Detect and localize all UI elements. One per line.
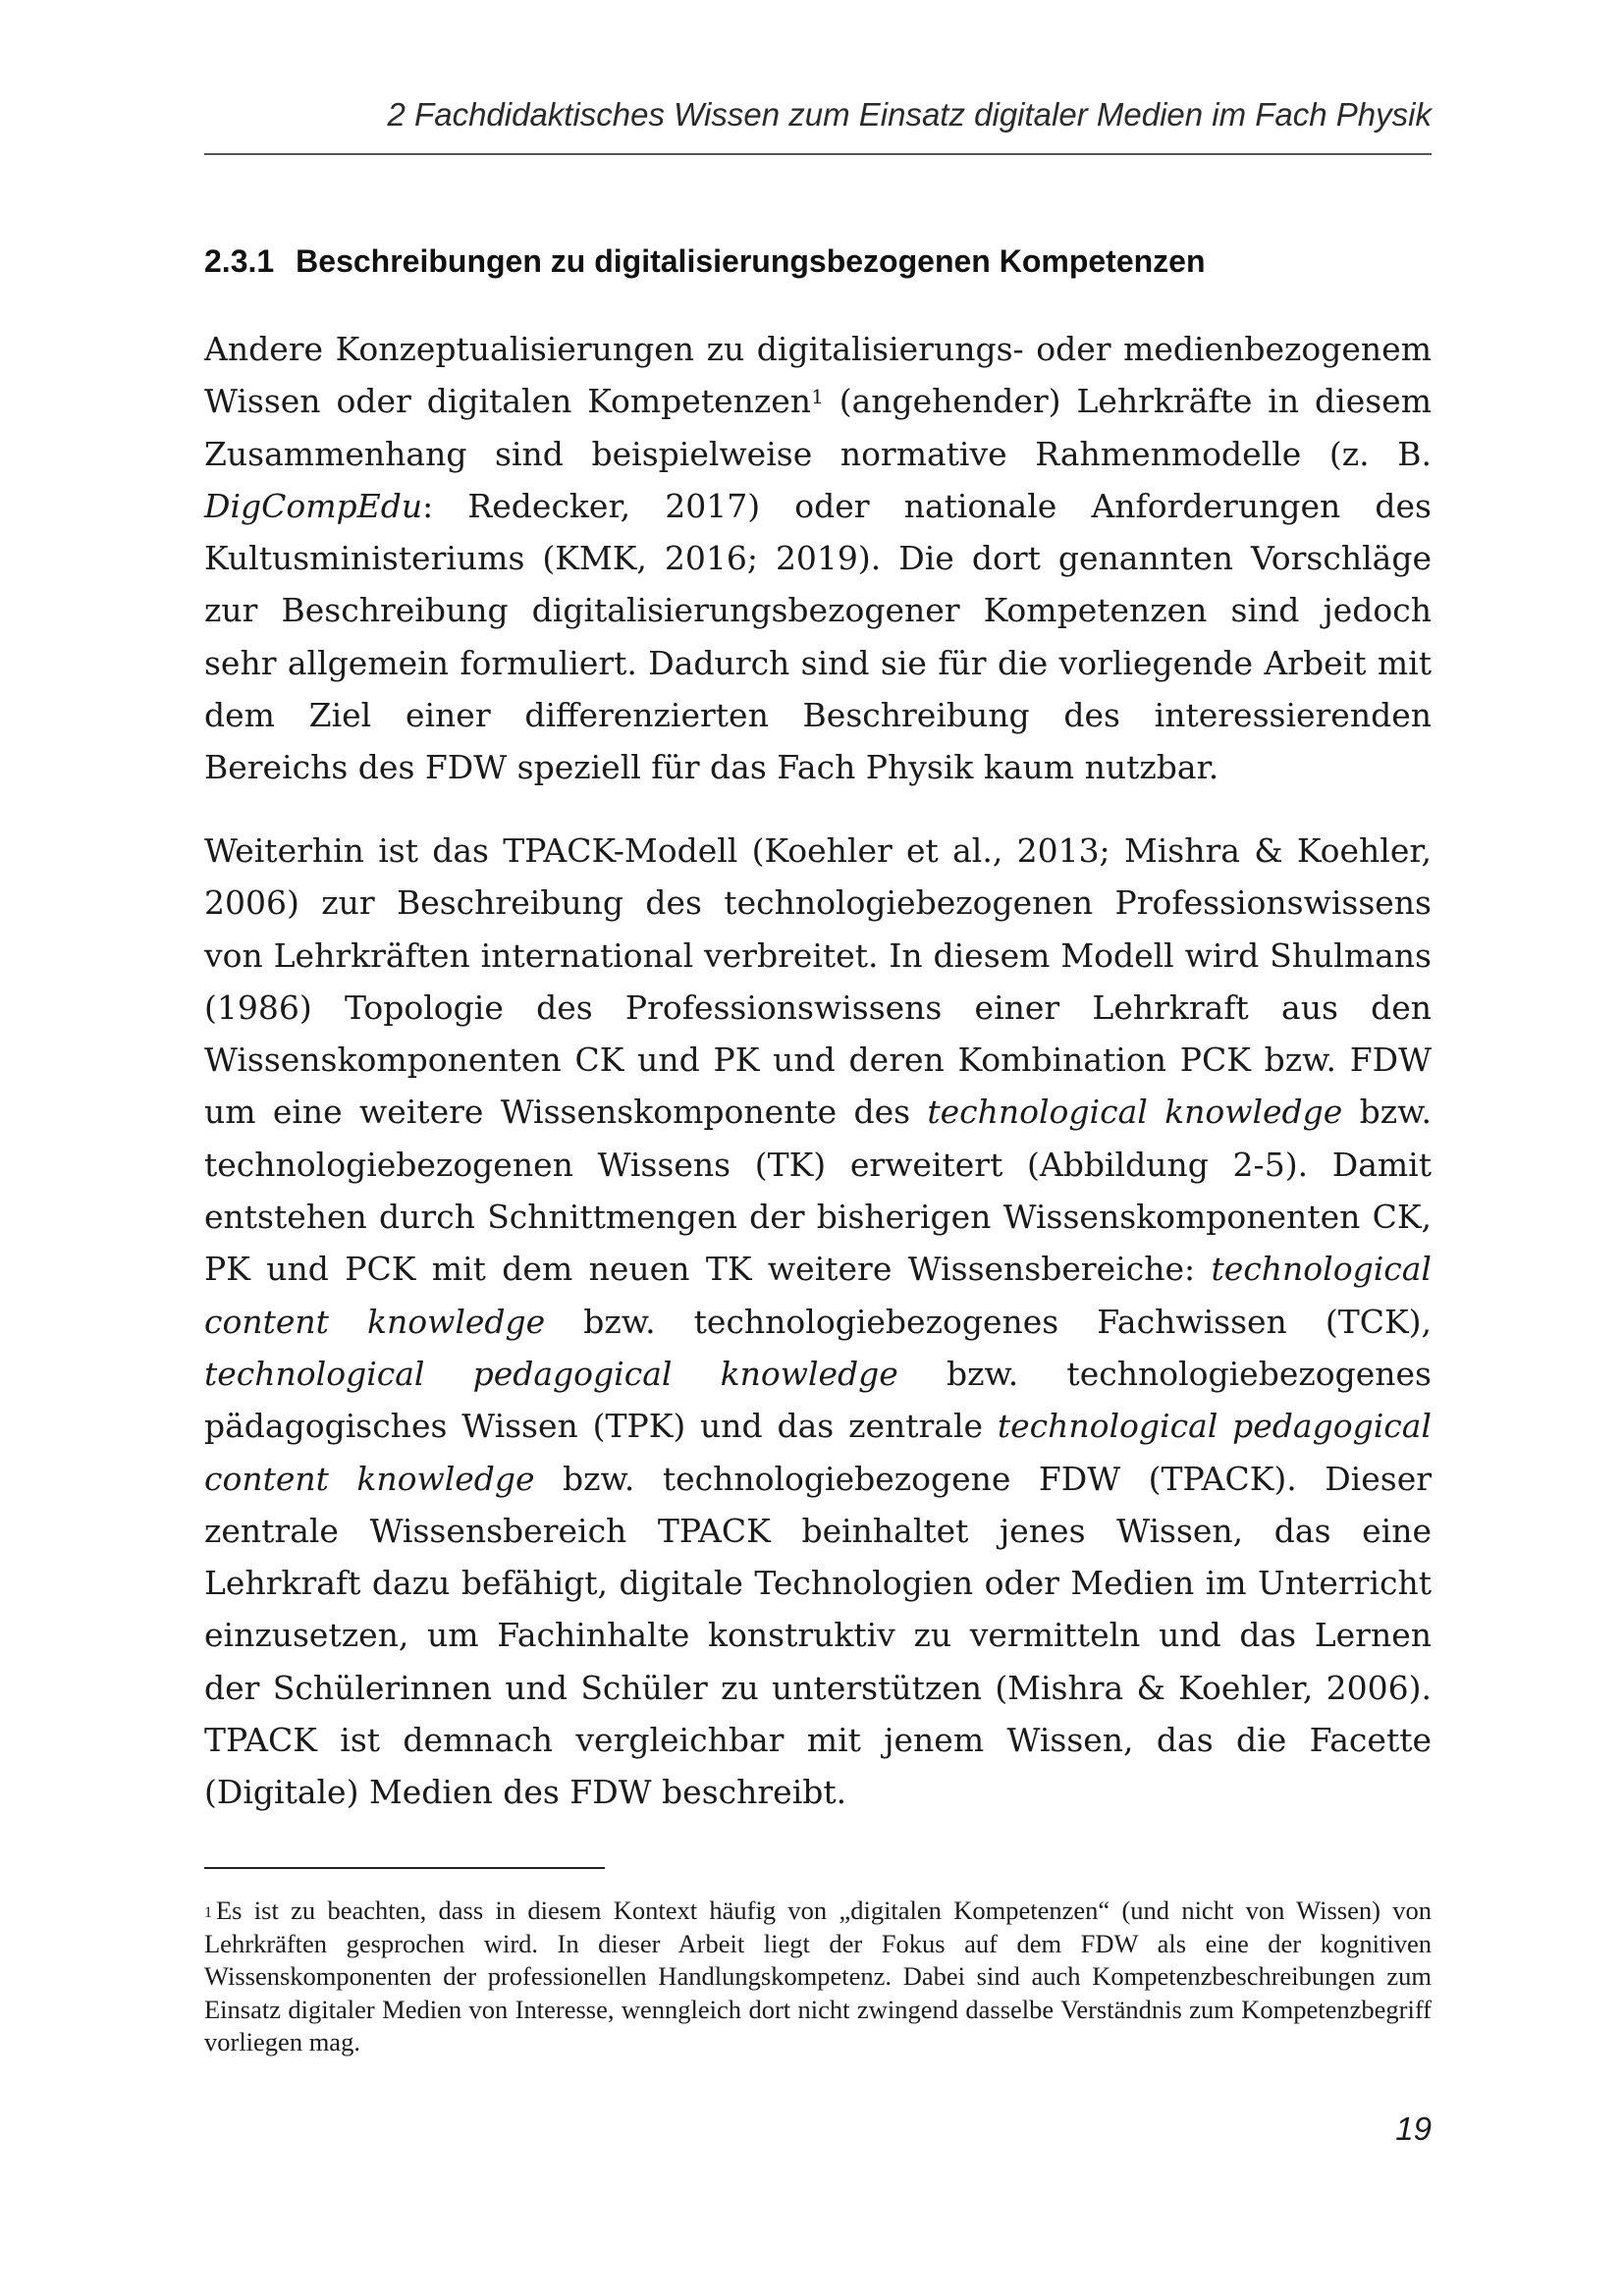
italic-term: technological knowledge bbox=[927, 1093, 1343, 1132]
text-run: bzw. technologiebezogenen Wissens (TK) erweitert (Abbildung 2-5). Damit entstehen durch Schnittmengen der bisherigen Wissenskomponenten CK, PK und PCK mit dem neuen TK weitere Wissensbereiche: bbox=[204, 1093, 1432, 1289]
section-number: 2.3.1 bbox=[204, 243, 275, 279]
footnote-separator bbox=[204, 1867, 605, 1869]
text-run: bzw. technologiebezogenes pädagogisches Wissen (TPK) und das zentrale bbox=[204, 1354, 1432, 1446]
text-run: Andere Konzeptualisierungen zu digitalisierungs- oder medienbezogenem Wissen oder digitalen Kompetenzen bbox=[204, 330, 1432, 421]
italic-term: technological pedagogical knowledge bbox=[204, 1354, 898, 1393]
header-rule bbox=[204, 153, 1432, 155]
running-header: 2 Fachdidaktisches Wissen zum Einsatz digitaler Medien im Fach Physik bbox=[387, 96, 1432, 133]
page-number: 19 bbox=[1395, 2110, 1432, 2147]
footnote-marker: 1 bbox=[204, 1904, 212, 1921]
section-title: Beschreibungen zu digitalisierungsbezogenen Kompetenzen bbox=[296, 243, 1206, 279]
footnote-text: Es ist zu beachten, dass in diesem Kontext häufig von „digitalen Kompetenzen“ (und nicht von Wissen) von Lehrkräften gesprochen wird. In dieser Arbeit liegt der Fokus auf dem FDW als eine der kognitiven Wissenskomponenten der professionellen Handlungskompetenz. Dabei sind auch Kompetenzbeschreibungen zum Einsatz digitaler Medien von Interesse, wenngleich dort nicht zwingend dasselbe Verständnis zum Kompetenzbegriff vorliegen mag. bbox=[204, 1896, 1432, 2056]
footnote-reference[interactable]: 1 bbox=[811, 385, 824, 409]
text-run: bzw. technologiebezogene FDW (TPACK). Dieser zentrale Wissensbereich TPACK beinhaltet jenes Wissen, das eine Lehrkraft dazu befähigt, digitale Technologien oder Medien im Unterricht einzusetzen, um Fachinhalte konstruktiv zu vermitteln und das Lernen der Schülerinnen und Schüler zu unterstützen (Mishra & Koehler, 2006). TPACK ist demnach vergleichbar mit jenem Wissen, das die Facette (Digitale) Medien des FDW beschreibt. bbox=[204, 1459, 1432, 1812]
section-heading bbox=[204, 243, 1432, 280]
text-run: : Redecker, 2017) oder nationale Anforderungen des Kultusministeriums (KMK, 2016; 2019). Die dort genannten Vorschläge zur Beschreibung digitalisierungsbezogener Kompetenzen sind jedoch sehr allgemein formuliert. Dadurch sind sie für die vorliegende Arbeit mit dem Ziel einer differenzierten Beschreibung des interessierenden Bereichs des FDW speziell für das Fach Physik kaum nutzbar. bbox=[204, 486, 1432, 787]
italic-term: technological content knowledge bbox=[204, 1250, 1432, 1341]
footnote bbox=[204, 1895, 1432, 2059]
italic-term: technological pedagogical content knowledge bbox=[204, 1407, 1432, 1498]
paragraph-2 bbox=[204, 825, 1432, 1819]
text-run: bzw. technologiebezogenes Fachwissen (TCK), bbox=[545, 1302, 1432, 1341]
paragraph-1 bbox=[204, 323, 1432, 794]
text-run: (angehender) Lehrkräfte in diesem Zusammenhang sind beispielweise normative Rahmenmodelle (z. B. bbox=[204, 382, 1433, 473]
italic-term: DigCompEdu bbox=[204, 486, 423, 525]
text-run: Weiterhin ist das TPACK-Modell (Koehler et al., 2013; Mishra & Koehler, 2006) zur Beschreibung des technologiebezogenen Professionswissens von Lehrkräften international verbreitet. In diesem Modell wird Shulmans (1986) Topologie des Professionswissens einer Lehrkraft aus den Wissenskomponenten CK und PK und deren Kombination PCK bzw. FDW um eine weitere Wissenskomponente des bbox=[204, 831, 1432, 1132]
